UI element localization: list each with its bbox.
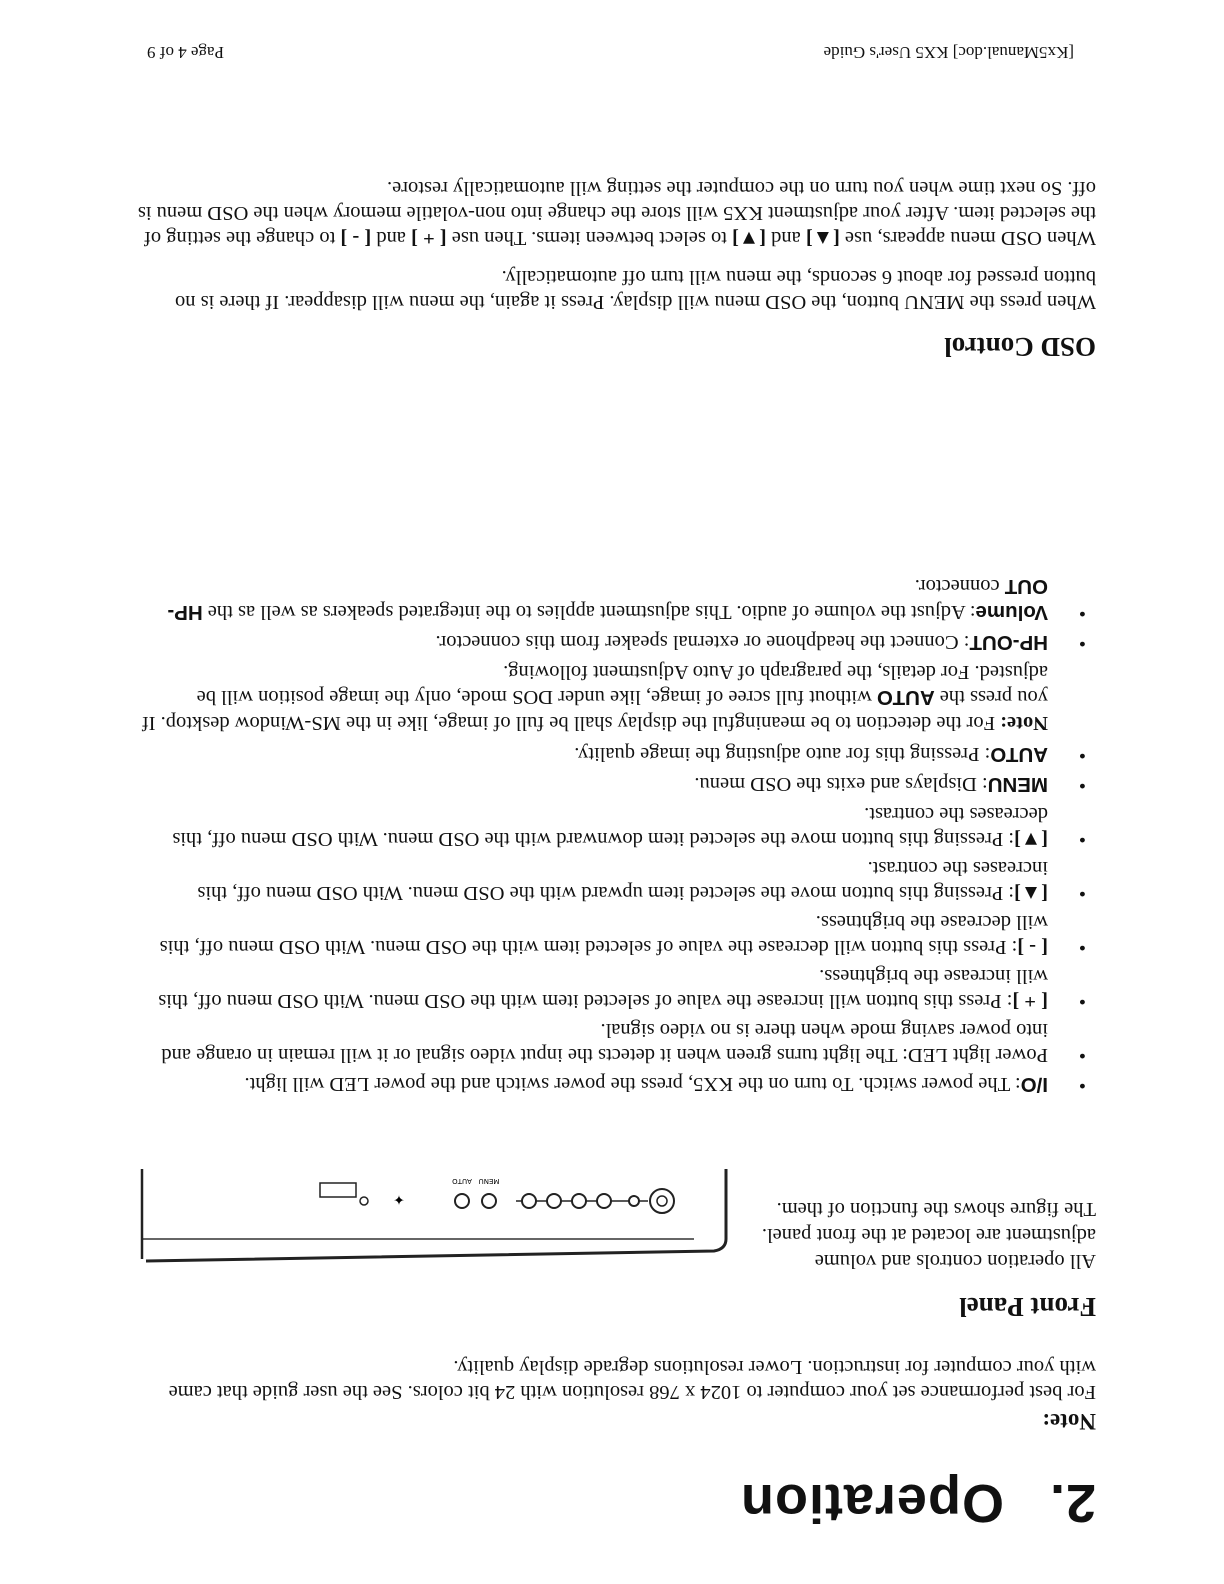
control-key: AUTO	[990, 743, 1048, 766]
osd-para-1: When press the MENU button, the OSD menu will display. Press it again, the menu will disappear. If there is no button pressed for about 6 seconds, the menu will turn off automatically.	[174, 266, 1096, 313]
section-number: 2.	[1048, 1473, 1096, 1533]
control-desc: : Adjust the volume of audio. This adjustment applies to the integrated speakers as well as the	[207, 601, 976, 623]
control-key: MENU	[987, 773, 1048, 796]
control-desc: : Pressing this button move the selected item downward with the OSD menu. With OSD menu off, this decreases the contrast.	[172, 803, 1048, 850]
hp-out-jack[interactable]	[629, 1196, 639, 1206]
list-item: • [ + ]: Press this button will increase the value of selected item with the OSD menu. With OSD menu off, this will increase the brightness.	[158, 965, 1086, 1012]
power-switch-icon[interactable]	[360, 1197, 368, 1205]
panel-outline	[146, 1169, 726, 1261]
power-led-icon: ✦	[393, 1191, 405, 1206]
osd-text: and	[376, 227, 406, 249]
control-desc: connector.	[914, 575, 1000, 597]
control-key: Volume	[975, 601, 1048, 624]
list-item: • Power light LED: The light turns green when it detects the input video signal or it will remain in orange and into power saving mode when there is no video signal.	[161, 1019, 1086, 1066]
osd-key: [ + ]	[411, 227, 447, 249]
minus-button[interactable]	[572, 1194, 586, 1208]
note-label: Note:	[1042, 1409, 1096, 1434]
control-key: [ + ]	[1012, 990, 1048, 1012]
front-panel-text: All operation controls and volume adjustment are located at the front panel. The figure shows the function of them.	[761, 1198, 1096, 1272]
list-item: • Volume: Adjust the volume of audio. This adjustment applies to the integrated speakers as well as the HP-OUT connector.	[167, 575, 1086, 624]
volume-knob[interactable]	[650, 1189, 674, 1213]
page-title	[740, 1472, 1096, 1534]
control-desc: : Press this button will decrease the value of selected item with the OSD menu. With OSD menu off, this will decrease the brightness.	[159, 911, 1048, 958]
note-key: AUTO	[876, 686, 935, 709]
osd-key: [▲]	[805, 227, 840, 249]
control-key: [ - ]	[1017, 936, 1048, 958]
note-label: Note:	[1000, 712, 1048, 734]
power-switch[interactable]	[320, 1183, 356, 1197]
control-key: HP-OUT	[167, 575, 1048, 624]
control-desc: : Connect the headphone or external speaker from this connector.	[435, 631, 970, 653]
note-text: For the detection to be meaningful the display shall be full of image, like in the MS-Window desktop. If you press the	[141, 686, 1048, 734]
note-text: For best performance set your computer to 1024 x 768 resolution with 24 bit colors. See the user guide that came with your computer for instruction. Lower resolutions degrade display quality.	[168, 1356, 1096, 1403]
control-key: [▼]	[1014, 828, 1048, 850]
list-item: • MENU: Displays and exits the OSD menu.	[694, 773, 1086, 796]
section-title: Operation	[739, 1473, 1004, 1533]
footer-doc-title: [Kx5Manual.doc] KX5 User's Guide	[823, 43, 1074, 62]
control-desc: : Pressing this button move the selected item upward with the OSD menu. With OSD menu off, this increases the contrast.	[197, 857, 1048, 904]
list-item: • [ - ]: Press this button will decrease the value of selected item with the OSD menu. With OSD menu off, this will decrease the brightness.	[159, 911, 1086, 958]
osd-key: [▼]	[732, 227, 766, 249]
control-key: HP-OUT	[969, 631, 1048, 654]
osd-text: to change the setting of the selected item. After your adjustment KX5 will store the change into non-volatile memory when the OSD menu is off. So next time when you turn on the computer the setting will automatically restore.	[137, 177, 1096, 249]
plus-button[interactable]	[597, 1194, 611, 1208]
control-list	[136, 569, 1096, 1097]
control-key: I/O	[1020, 1073, 1048, 1096]
control-desc: Power light LED: The light turns green when it detects the input video signal or it will remain in orange and into power saving mode when there is no video signal.	[161, 1019, 1048, 1066]
list-item: • [▲]: Pressing this button move the selected item upward with the OSD menu. With OSD menu off, this increases the contrast.	[197, 857, 1086, 904]
control-desc: : Press this button will increase the value of selected item with the OSD menu. With OSD menu off, this will increase the brightness.	[158, 965, 1048, 1012]
note-text: without full scree of image, like under DOS mode, only the image position will be adjusted. For details, the paragraph of Auto Adjustment following.	[196, 661, 1048, 708]
list-item: • AUTO: Pressing this for auto adjusting the image quality.	[574, 743, 1086, 766]
list-item: • I/O: The power switch. To turn on the KX5, press the power switch and the power LED will light.	[244, 1073, 1086, 1096]
osd-para-2	[136, 175, 1096, 250]
osd-heading: OSD Control	[944, 332, 1096, 362]
control-desc: : Pressing this for auto adjusting the image quality.	[574, 743, 991, 765]
footer-page-number: Page 4 of 9	[147, 43, 224, 62]
osd-text: When OSD menu appears, use	[844, 227, 1096, 249]
front-panel-figure	[134, 1159, 734, 1269]
osd-text: to select between items. Then use	[451, 227, 727, 249]
menu-button[interactable]	[482, 1194, 496, 1208]
auto-button[interactable]	[455, 1194, 469, 1208]
list-item: • [▼]: Pressing this button move the selected item downward with the OSD menu. With OSD menu off, this decreases the contrast.	[172, 803, 1086, 850]
auto-note	[136, 659, 1096, 735]
auto-label: AUTO	[452, 1177, 472, 1185]
up-button[interactable]	[547, 1194, 561, 1208]
front-panel-heading: Front Panel	[959, 1292, 1096, 1322]
osd-text: and	[771, 227, 801, 249]
control-desc: : The power switch. To turn on the KX5, press the power switch and the power LED will light.	[244, 1073, 1021, 1095]
osd-key: [ - ]	[340, 227, 372, 249]
list-item: • HP-OUT: Connect the headphone or external speaker from this connector.	[435, 631, 1086, 654]
control-desc: : Displays and exits the OSD menu.	[694, 773, 988, 795]
down-button[interactable]	[522, 1194, 536, 1208]
menu-label: MENU	[478, 1177, 500, 1185]
control-key: [▲]	[1014, 882, 1048, 904]
